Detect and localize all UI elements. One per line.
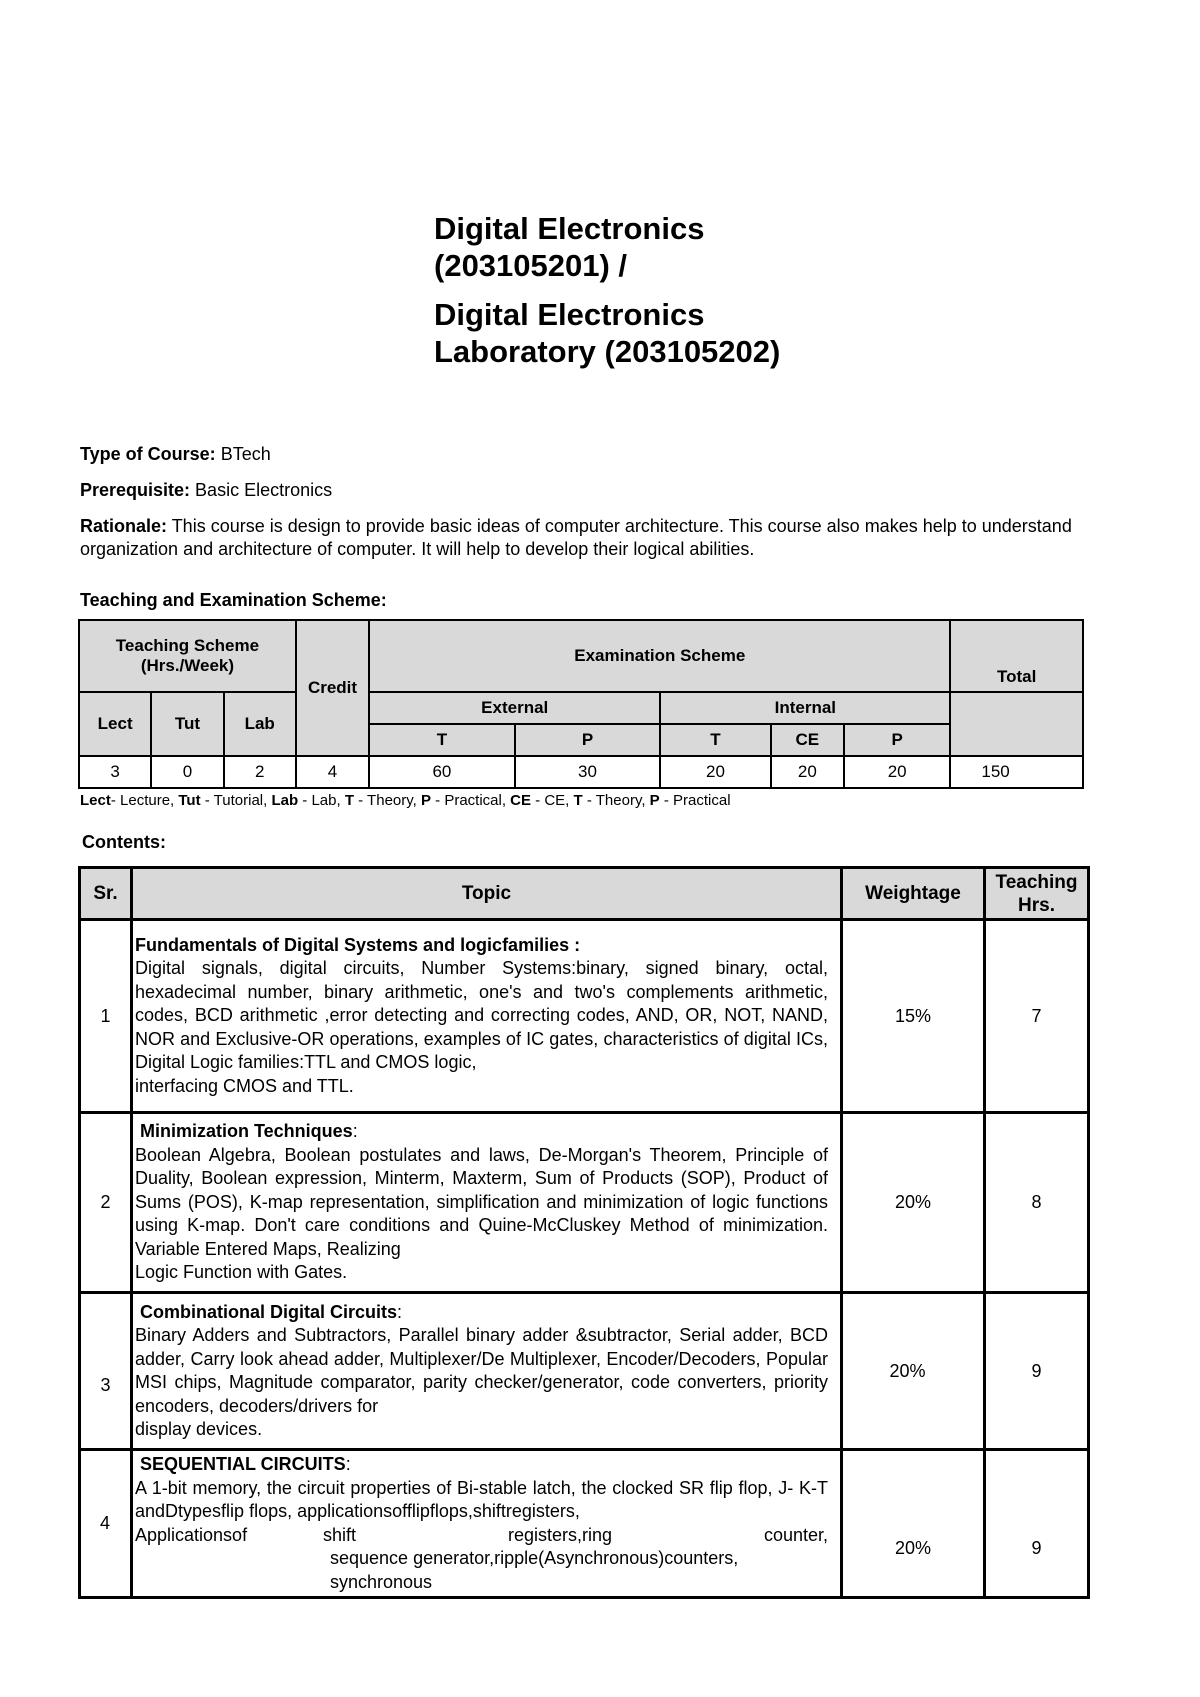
ext-t-header: T <box>369 724 515 756</box>
topic-body-right: shift registers,ring counter, <box>323 1524 828 1545</box>
int-t-header: T <box>660 724 770 756</box>
legend-text: - Lecture, <box>110 792 179 809</box>
title-line-1: Digital Electronics <box>434 211 705 246</box>
tut-value: 0 <box>151 756 223 788</box>
ext-p-header: P <box>515 724 661 756</box>
title-line-2: (203105201) / <box>434 248 628 283</box>
int-t-value: 20 <box>660 756 770 788</box>
legend-abbr: P <box>420 792 431 809</box>
type-value: BTech <box>215 444 271 464</box>
table-row <box>80 920 1089 1113</box>
contents-heading: Contents: <box>82 832 166 852</box>
table-row <box>80 1450 1089 1598</box>
row-weightage: 15% <box>842 920 985 1113</box>
row-hours: 9 <box>985 1293 1089 1450</box>
topic-heading: SEQUENTIAL CIRCUITS <box>140 1454 346 1474</box>
rationale-value: This course is design to provide basic ideas of computer architecture. This course also makes help to understand organization and architecture of computer. It will help to develop their logical abilities. <box>80 516 1072 559</box>
legend-text: - Practical, <box>430 792 511 809</box>
topic-heading: Minimization Techniques <box>140 1121 353 1142</box>
int-ce-value: 20 <box>771 756 844 788</box>
row-sr: 4 <box>80 1450 132 1598</box>
topic-heading-suffix: : <box>345 1454 351 1474</box>
legend-text: - Practical <box>659 792 731 809</box>
total-header: Total <box>950 620 1083 692</box>
topic-body: Digital signals, digital circuits, Number Systems:binary, signed binary, octal, hexadecimal number, binary arithmetic, one's and two's complements arithmetic, codes, BCD arithmetic ,error detecting and correcting codes, AND, OR, NOT, NAND, NOR and Exclusive-OR operations, examples of IC gates, characteristics of digital ICs, Digital Logic families:TTL and CMOS logic, <box>135 958 828 1073</box>
internal-header: Internal <box>660 692 950 724</box>
row-sr: 2 <box>80 1113 132 1293</box>
int-ce-header: CE <box>771 724 844 756</box>
topic-tail: display devices. <box>135 1419 263 1439</box>
table-row <box>80 1293 1089 1450</box>
legend-text: - CE, <box>531 792 574 809</box>
lect-value: 3 <box>79 756 151 788</box>
topic-tail: Logic Function with Gates. <box>135 1262 348 1283</box>
teaching-scheme-header: Teaching Scheme (Hrs./Week) <box>79 620 296 692</box>
lect-header: Lect <box>79 692 151 756</box>
row-weightage: 20% <box>842 1450 985 1598</box>
course-title <box>434 210 954 370</box>
table-row <box>80 1113 1089 1293</box>
topic-header: Topic <box>132 868 842 920</box>
row-sr: 3 <box>80 1293 132 1450</box>
credit-header: Credit <box>296 620 369 756</box>
legend-text: - Theory, <box>354 792 421 809</box>
hours-header-line1: Teaching <box>995 871 1078 893</box>
row-hours: 8 <box>985 1113 1089 1293</box>
legend-abbr: P <box>649 792 660 809</box>
scheme-legend <box>80 792 731 809</box>
legend-abbr: T <box>573 792 583 809</box>
int-p-header: P <box>844 724 950 756</box>
legend-abbr: CE <box>510 792 532 809</box>
exam-scheme-header: Examination Scheme <box>369 620 950 692</box>
sr-header: Sr. <box>80 868 132 920</box>
total-blank <box>950 692 1083 756</box>
hours-header-line2: Hrs. <box>1018 894 1055 916</box>
topic-body-line <box>135 1524 828 1548</box>
tut-header: Tut <box>151 692 223 756</box>
ext-p-value: 30 <box>515 756 661 788</box>
legend-abbr: Tut <box>178 792 201 809</box>
rationale-label: Rationale: <box>80 516 168 536</box>
scheme-table <box>78 619 1084 789</box>
lab-value: 2 <box>224 756 296 788</box>
total-value: 150 <box>950 756 1083 788</box>
prereq-label: Prerequisite: <box>80 480 191 500</box>
topic-body: Binary Adders and Subtractors, Parallel binary adder &subtractor, Serial adder, BCD adder, Carry look ahead adder, Multiplexer/De Multiplexer, Encoder/Decoders, Popular MSI chips, Magnitude comparator, parity checker/generator, code converters, priority encoders, decoders/drivers for <box>135 1325 828 1416</box>
row-hours: 7 <box>985 920 1089 1113</box>
int-p-value: 20 <box>844 756 950 788</box>
type-of-course <box>80 443 1120 466</box>
row-weightage: 20% <box>842 1293 985 1450</box>
row-weightage: 20% <box>842 1113 985 1293</box>
topic-heading-suffix: : <box>397 1301 403 1322</box>
contents-table <box>78 866 1090 1599</box>
legend-text: - Theory, <box>582 792 650 809</box>
legend-abbr: Lect <box>80 792 111 809</box>
topic-body-line: sequence generator,ripple(Asynchronous)counters, <box>330 1548 739 1568</box>
topic-body-line: synchronous <box>330 1571 433 1592</box>
legend-text: - Tutorial, <box>200 792 272 809</box>
hours-header <box>985 868 1089 920</box>
row-sr: 1 <box>80 920 132 1113</box>
row-hours: 9 <box>985 1450 1089 1598</box>
title-line-4: Laboratory (203105202) <box>434 334 781 369</box>
weightage-header: Weightage <box>842 868 985 920</box>
topic-tail: interfacing CMOS and TTL. <box>135 1075 354 1096</box>
legend-abbr: Lab <box>271 792 299 809</box>
row-topic <box>132 1450 842 1598</box>
row-topic <box>132 1293 842 1450</box>
topic-heading-suffix: : <box>352 1121 358 1142</box>
rationale <box>80 515 1090 561</box>
lab-header: Lab <box>224 692 296 756</box>
topic-body: A 1-bit memory, the circuit properties of Bi-stable latch, the clocked SR flip flop, J- K-T andDtypesflip flops, applicationsofflipflops,shiftregisters, <box>135 1477 828 1521</box>
topic-body: Boolean Algebra, Boolean postulates and laws, De-Morgan's Theorem, Principle of Duality, Boolean expression, Minterm, Maxterm, Sum of Products (SOP), Product of Sums (POS), K-map representation, simplification and minimization of logic functions using K-map. Don't care conditions and Quine-McCluskey Method of minimization. Variable Entered Maps, Realizing <box>135 1144 828 1259</box>
row-topic <box>132 920 842 1113</box>
topic-heading: Combinational Digital Circuits <box>140 1301 398 1322</box>
legend-text: - Lab, <box>298 792 345 809</box>
type-label: Type of Course: <box>80 444 216 464</box>
topic-heading: Fundamentals of Digital Systems and logicfamilies : <box>135 934 581 955</box>
title-line-3: Digital Electronics <box>434 297 705 332</box>
prerequisite <box>80 479 1120 502</box>
credit-value: 4 <box>296 756 369 788</box>
ext-t-value: 60 <box>369 756 515 788</box>
legend-abbr: T <box>344 792 354 809</box>
topic-body-left: Applicationsof <box>135 1524 248 1545</box>
row-topic <box>132 1113 842 1293</box>
external-header: External <box>369 692 660 724</box>
prereq-value: Basic Electronics <box>190 480 333 500</box>
scheme-heading: Teaching and Examination Scheme: <box>80 590 387 610</box>
